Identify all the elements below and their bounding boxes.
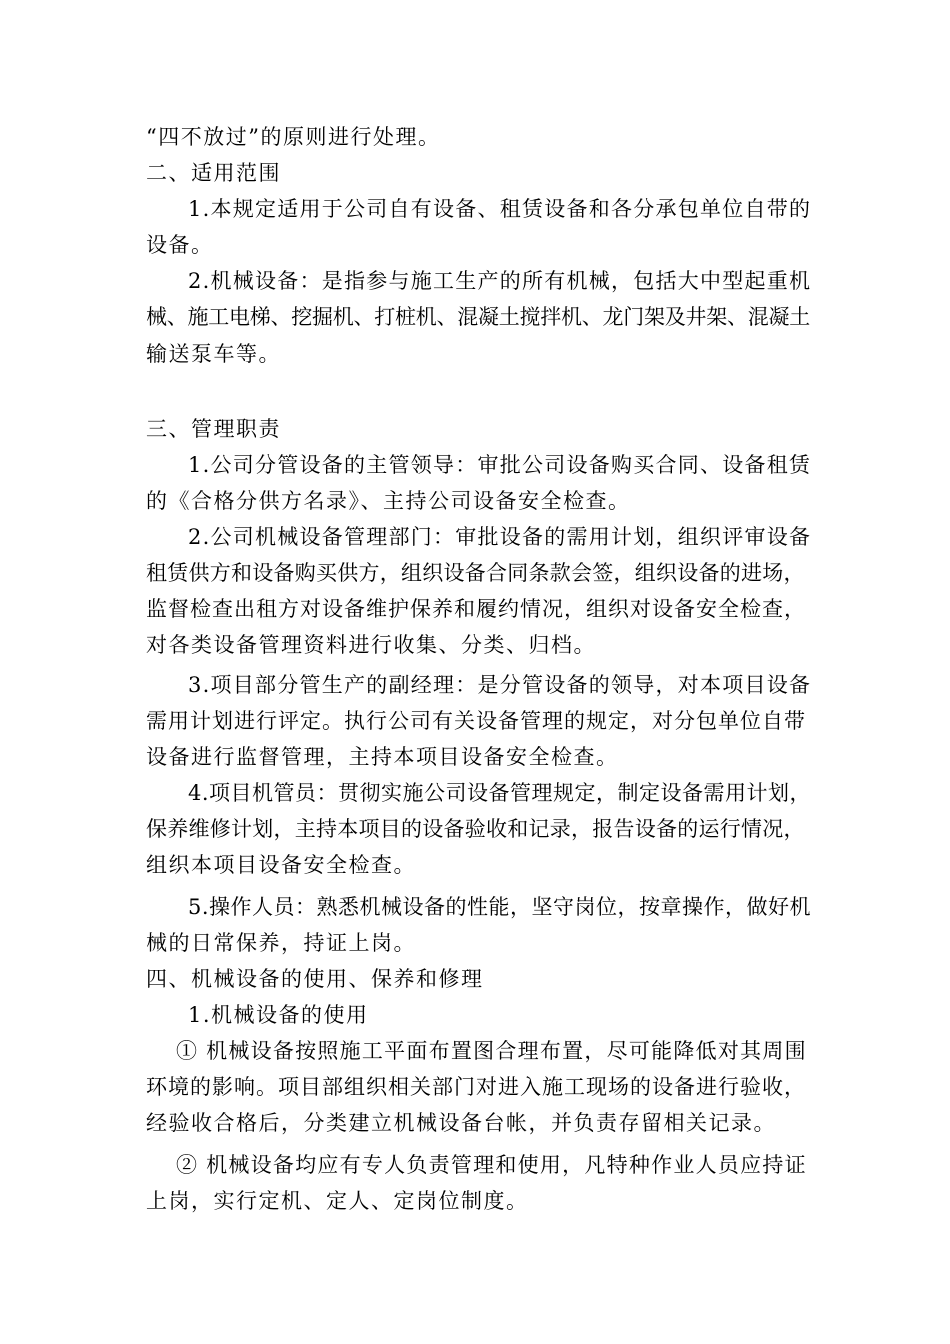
text-line: 组织本项目设备安全检查。 — [146, 853, 416, 877]
text-line: 监督检查出租方对设备维护保养和履约情况，组织对设备安全检查， — [146, 597, 806, 621]
text-line: 租赁供方和设备购买供方，组织设备合同条款会签，组织设备的进场， — [146, 561, 805, 585]
text-line: 设备。 — [146, 233, 214, 257]
text-line: 对各类设备管理资料进行收集、分类、归档。 — [146, 633, 596, 657]
text-line: 2.机械设备：是指参与施工生产的所有机械，包括大中型起重机 — [188, 269, 812, 293]
section-heading-usage: 四、机械设备的使用、保养和修理 — [146, 967, 484, 991]
text-line: 保养维修计划，主持本项目的设备验收和记录，报告设备的运行情况， — [146, 817, 805, 841]
text-line: 5.操作人员：熟悉机械设备的性能，坚守岗位，按章操作，做好机 — [188, 895, 812, 919]
subsection-heading: 1.机械设备的使用 — [188, 1003, 369, 1027]
text-line: 2.公司机械设备管理部门：审批设备的需用计划，组织评审设备 — [188, 525, 812, 549]
text-line: ② 机械设备均应有专人负责管理和使用，凡特种作业人员应持证 — [176, 1153, 807, 1177]
text-line: 4.项目机管员：贯彻实施公司设备管理规定，制定设备需用计划， — [188, 781, 812, 805]
section-heading-responsibilities: 三、管理职责 — [146, 417, 281, 441]
text-line: 的《合格分供方名录》、主持公司设备安全检查。 — [146, 489, 631, 513]
text-line: ① 机械设备按照施工平面布置图合理布置，尽可能降低对其周围 — [176, 1039, 807, 1063]
text-line: 输送泵车等。 — [146, 342, 281, 366]
text-line: 需用计划进行评定。执行公司有关设备管理的规定，对分包单位自带 — [146, 709, 806, 733]
text-line: 1.本规定适用于公司自有设备、租赁设备和各分承包单位自带的 — [188, 197, 812, 221]
text-line: 1.公司分管设备的主管领导：审批公司设备购买合同、设备租赁 — [188, 453, 812, 477]
text-line: 3.项目部分管生产的副经理：是分管设备的领导，对本项目设备 — [188, 673, 812, 697]
text-line: 设备进行监督管理，主持本项目设备安全检查。 — [146, 745, 619, 769]
text-line: “四不放过”的原则进行处理。 — [146, 125, 441, 149]
text-line: 经验收合格后，分类建立机械设备台帐，并负责存留相关记录。 — [146, 1111, 776, 1135]
text-line: 械、施工电梯、挖掘机、打桩机、混凝土搅拌机、龙门架及井架、混凝土 — [146, 305, 810, 329]
text-line: 上岗，实行定机、定人、定岗位制度。 — [146, 1189, 529, 1213]
section-heading-scope: 二、适用范围 — [146, 161, 281, 185]
text-line: 环境的影响。项目部组织相关部门对进入施工现场的设备进行验收， — [146, 1075, 806, 1099]
text-line: 械的日常保养，持证上岗。 — [146, 931, 416, 955]
